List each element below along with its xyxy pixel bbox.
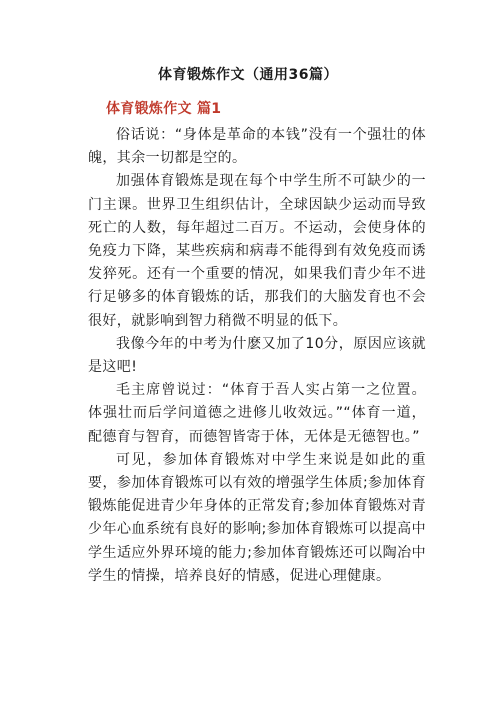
paragraph-2: 加强体育锻炼是现在每个中学生所不可缺少的一门主课。世界卫生组织估计，全球因缺少运动而导致死亡的人数，每年超过二百万。不运动，会使身体的免疫力下降，某些疾病和病毒不能得到有效免疫而诱发猝死。还有一个重要的情况，如果我们青少年不进行足够多的体育锻炼的话，那我们的大脑发育也不会很好，就影响到智力稍微不明显的低下。 <box>88 173 426 329</box>
article-body <box>88 124 426 588</box>
paragraph-3: 我像今年的中考为什麽又加了10分，原因应该就是这吧! <box>88 335 426 376</box>
document-title: 体育锻炼作文（通用36篇） <box>158 67 338 83</box>
section-heading: 体育锻炼作文 篇1 <box>106 101 222 117</box>
paragraph-5: 可见，参加体育锻炼对中学生来说是如此的重要，参加体育锻炼可以有效的增强学生体质;参加体育锻炼能促进青少年身体的正常发育;参加体育锻炼对青少年心血系统有良好的影响;参加体育锻炼可以提高中学生适应外界环境的能力;参加体育锻炼还可以陶冶中学生的情操，培养良好的情感，促进心理健康。 <box>88 451 426 584</box>
paragraph-4: 毛主席曾说过：“体育于吾人实占第一之位置。体强壮而后学问道德之进修儿收效远。”“体育一道，配德育与智育，而德智皆寄于体，无体是无德智也。” <box>88 382 426 445</box>
paragraph-1: 俗话说：“身体是革命的本钱”没有一个强壮的体魄，其余一切都是空的。 <box>88 127 426 167</box>
